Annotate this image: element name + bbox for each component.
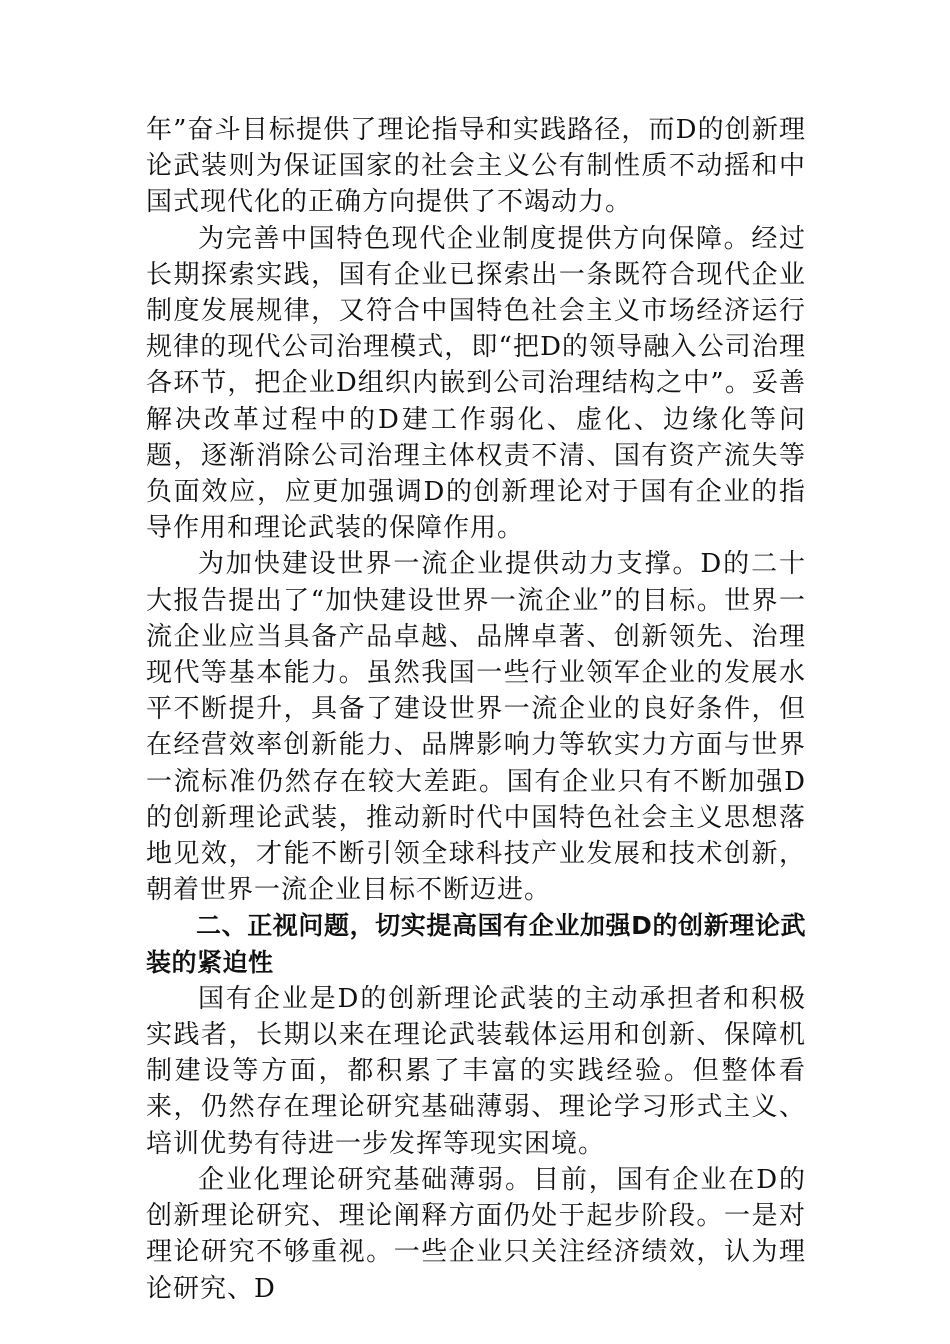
paragraph-world-class-enterprise: 为加快建设世界一流企业提供动力支撑。D的二十大报告提出了“加快建设世界一流企业”的目标。世界一流企业应当具备产品卓越、品牌卓著、创新领先、治理现代等基本能力。虽然我国一些行业领军企业的发展水平不断提升，具备了建设世界一流企业的良好条件，但在经营效率创新能力、品牌影响力等软实力方面与世界一流标准仍然存在较大差距。国有企业只有不断加强D的创新理论武装，推动新时代中国特色社会主义思想落地见效，才能不断引领全球科技产业发展和技术创新，朝着世界一流企业目标不断迈进。	[146, 549, 806, 906]
paragraph-theory-research-weak: 企业化理论研究基础薄弱。目前，国有企业在D的创新理论研究、理论阐释方面仍处于起步阶段。一是对理论研究不够重视。一些企业只关注经济绩效，认为理论研究、D	[146, 1164, 806, 1304]
section-heading-two: 二、正视问题，切实提高国有企业加强D的创新理论武装的紧迫性	[146, 911, 806, 977]
paragraph-modern-enterprise-system: 为完善中国特色现代企业制度提供方向保障。经过长期探索实践，国有企业已探索出一条既符合现代企业制度发展规律，又符合中国特色社会主义市场经济运行规律的现代公司治理模式，即“把D的领导融入公司治理各环节，把企业D组织内嵌到公司治理结构之中”。妥善解决改革过程中的D建工作弱化、虚化、边缘化等问题，逐渐消除公司治理主体权责不清、国有资产流失等负面效应，应更加强调D的创新理论对于国有企业的指导作用和理论武装的保障作用。	[146, 223, 806, 544]
document-body	[146, 112, 806, 1307]
paragraph-practice-and-difficulties: 国有企业是D的创新理论武装的主动承担者和积极实践者，长期以来在理论武装载体运用和创新、保障机制建设等方面，都积累了丰富的实践经验。但整体看来，仍然存在理论研究基础薄弱、理论学习形式主义、培训优势有待进一步发挥等现实困境。	[146, 983, 806, 1159]
paragraph-continuation: 年”奋斗目标提供了理论指导和实践路径，而D的创新理论武装则为保证国家的社会主义公有制性质不动摇和中国式现代化的正确方向提供了不竭动力。	[146, 115, 806, 218]
